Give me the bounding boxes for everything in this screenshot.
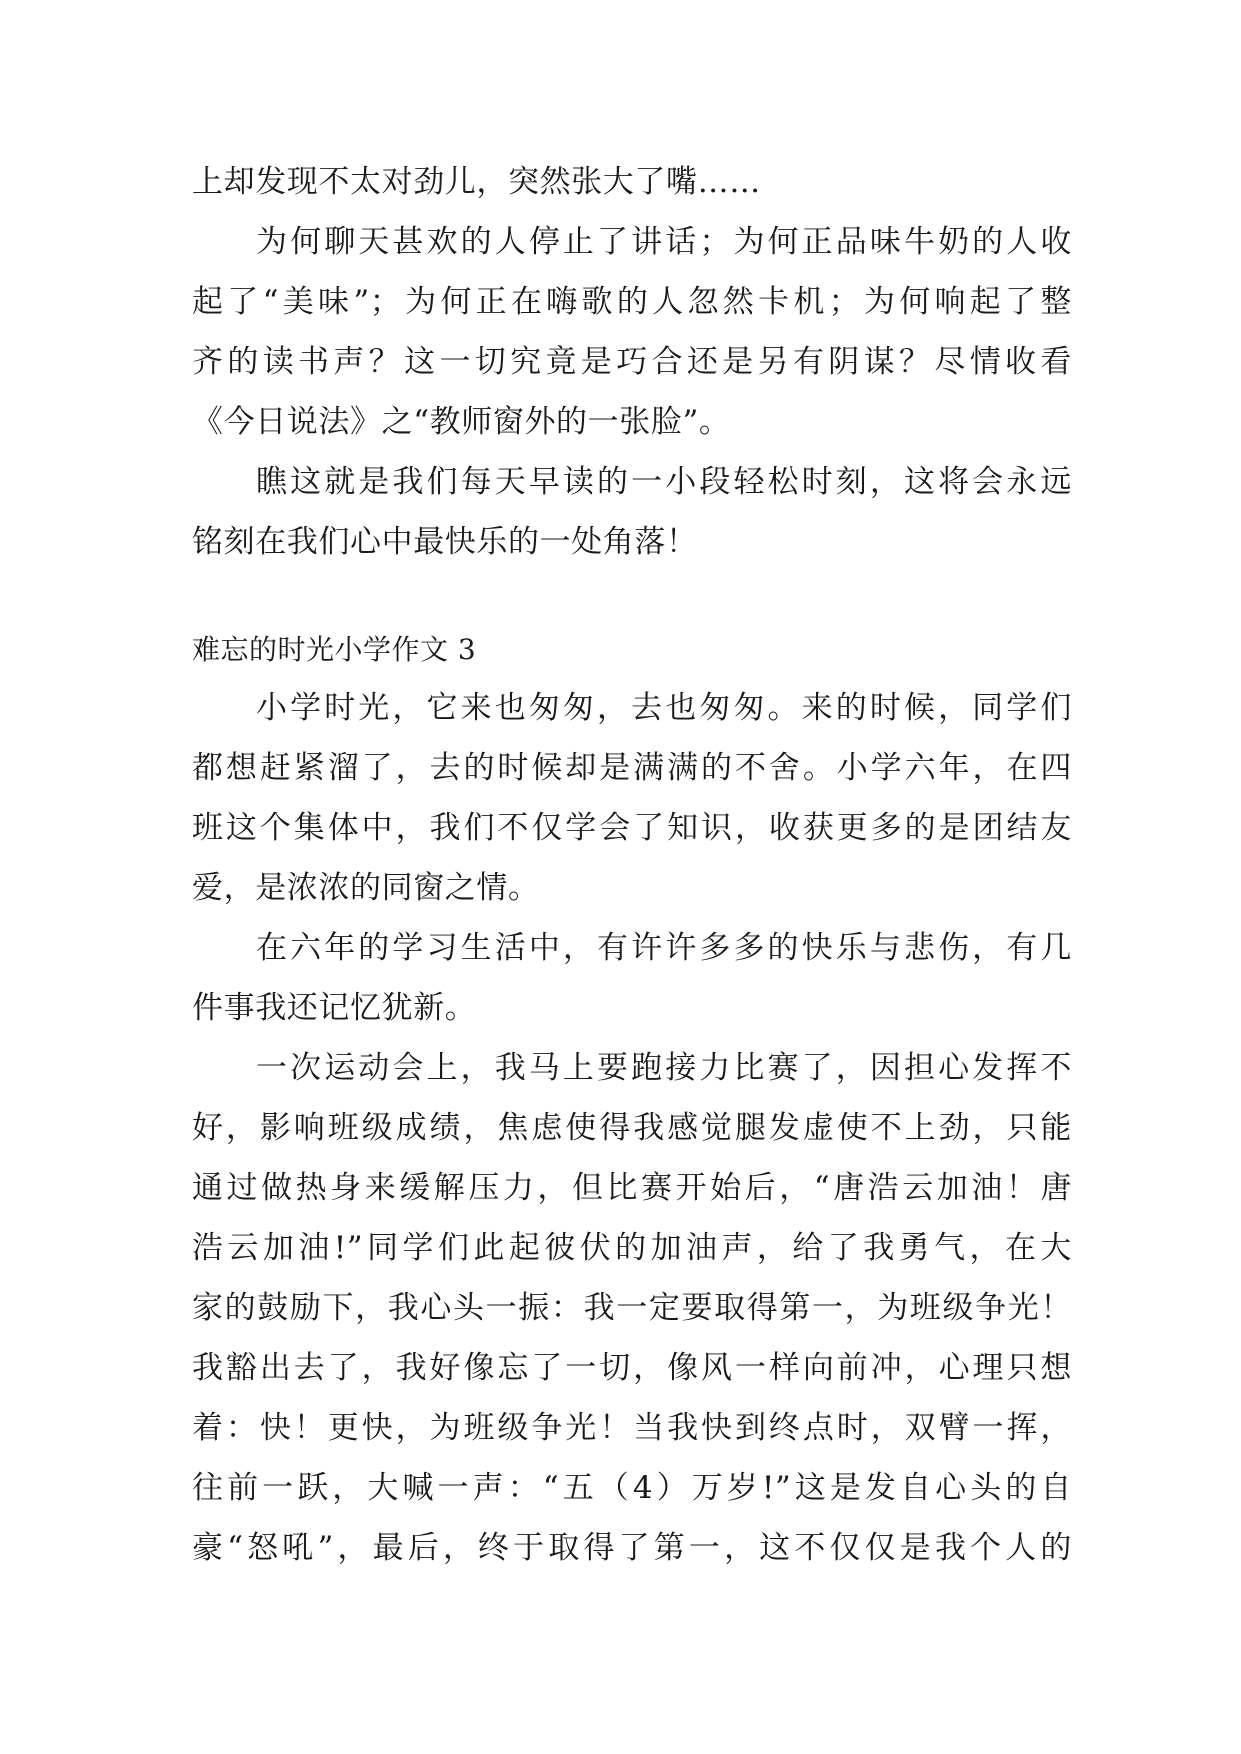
- section-heading: 难忘的时光小学作文 3: [192, 633, 477, 666]
- paragraph-line: 件事我还记忆犹新。: [192, 990, 477, 1026]
- paragraph-line: 一次运动会上，我马上要跑接力比赛了，因担心发挥不: [256, 1050, 1072, 1086]
- paragraph-line: 家的鼓励下，我心头一振：我一定要取得第一，为班级争光！: [192, 1290, 1072, 1326]
- paragraph-line: 齐的读书声？这一切究竟是巧合还是另有阴谋？尽情收看: [192, 344, 1072, 380]
- paragraph-line: 通过做热身来缓解压力，但比赛开始后，“唐浩云加油！唐: [192, 1170, 1072, 1206]
- paragraph-line: 往前一跃，大喊一声：“五（4）万岁!”这是发自心头的自: [192, 1470, 1072, 1506]
- paragraph-line: 铭刻在我们心中最快乐的一处角落！: [192, 524, 698, 560]
- paragraph-line: 都想赶紧溜了，去的时候却是满满的不舍。小学六年，在四: [192, 750, 1072, 786]
- paragraph-line: 着：快！更快，为班级争光！当我快到终点时，双臂一挥，: [192, 1410, 1072, 1446]
- paragraph-line: 瞧这就是我们每天早读的一小段轻松时刻，这将会永远: [256, 464, 1072, 500]
- paragraph-line: 小学时光，它来也匆匆，去也匆匆。来的时候，同学们: [256, 690, 1072, 726]
- paragraph-line: 在六年的学习生活中，有许许多多的快乐与悲伤，有几: [256, 930, 1072, 966]
- paragraph-line: 豪“怒吼”，最后，终于取得了第一，这不仅仅是我个人的: [192, 1530, 1072, 1566]
- paragraph-line: 浩云加油!”同学们此起彼伏的加油声，给了我勇气，在大: [192, 1230, 1072, 1266]
- paragraph-line: 《今日说法》之“教师窗外的一张脸”。: [192, 404, 731, 440]
- paragraph-line: 好，影响班级成绩，焦虑使得我感觉腿发虚使不上劲，只能: [192, 1110, 1072, 1146]
- paragraph-line: 我豁出去了，我好像忘了一切，像风一样向前冲，心理只想: [192, 1350, 1072, 1386]
- paragraph-line: 为何聊天甚欢的人停止了讲话；为何正品味牛奶的人收: [256, 224, 1072, 260]
- paragraph-line: 爱，是浓浓的同窗之情。: [192, 870, 540, 906]
- paragraph-line: 起了“美味”；为何正在嗨歌的人忽然卡机；为何响起了整: [192, 284, 1072, 320]
- paragraph-line: 班这个集体中，我们不仅学会了知识，收获更多的是团结友: [192, 810, 1072, 846]
- paragraph-line: 上却发现不太对劲儿，突然张大了嘴……: [192, 164, 761, 200]
